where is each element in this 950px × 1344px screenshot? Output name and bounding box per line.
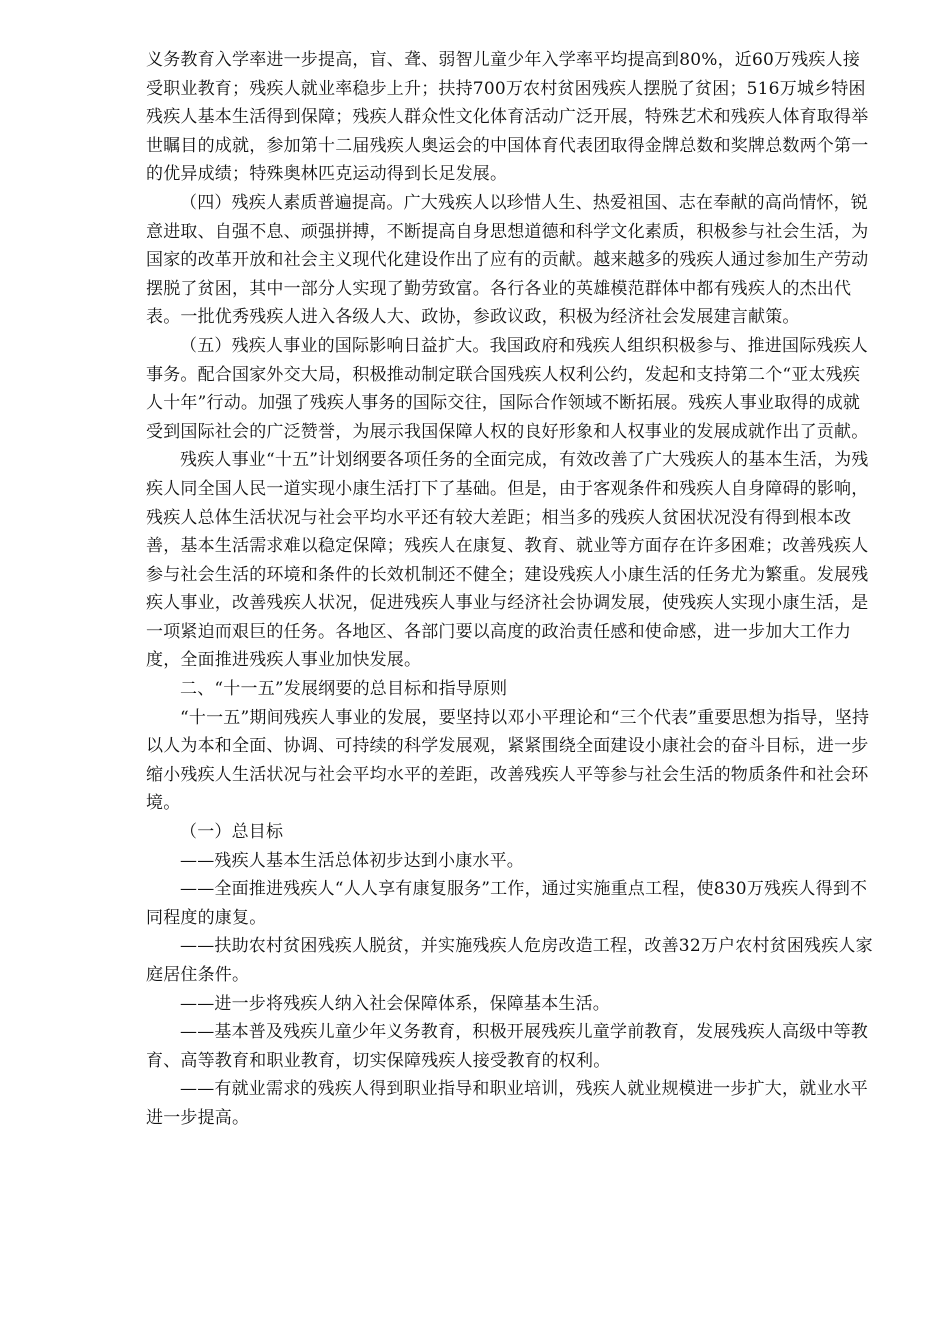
paragraph-summary: 残疾人事业“十五”计划纲要各项任务的全面完成，有效改善了广大残疾人的基本生活，为残疾人同全国人民一道实现小康生活打下了基础。但是，由于客观条件和残疾人自身障碍的影响，残疾人总体生活状况与社会平均水平还有较大差距；相当多的残疾人贫困状况没有得到根本改善，基本生活需求难以稳定保障；残疾人在康复、教育、就业等方面存在许多困难；改善残疾人参与社会生活的环境和条件的长效机制还不健全；建设残疾人小康生活的任务尤为繁重。发展残疾人事业，改善残疾人状况，促进残疾人事业与经济社会协调发展，使残疾人实现小康生活，是一项紧迫而艰巨的任务。各地区、各部门要以高度的政治责任感和使命感，进一步加大工作力度，全面推进残疾人事业加快发展。 — [146, 450, 869, 671]
goal-item: ——扶助农村贫困残疾人脱贫，并实施残疾人危房改造工程，改善32万户农村贫困残疾人家庭居住条件。 — [146, 936, 873, 985]
goal-item: ——进一步将残疾人纳入社会保障体系，保障基本生活。 — [180, 993, 610, 1014]
goal-item: ——有就业需求的残疾人得到职业指导和职业培训，残疾人就业规模进一步扩大，就业水平进一步提高。 — [146, 1079, 868, 1128]
paragraph-continuation: 义务教育入学率进一步提高，盲、聋、弱智儿童少年入学率平均提高到80%，近60万残疾人接受职业教育；残疾人就业率稳步上升；扶持700万农村贫困残疾人摆脱了贫困；516万城乡特困残疾人基本生活得到保障；残疾人群众性文化体育活动广泛开展，特殊艺术和残疾人体育取得举世瞩目的成就，参加第十二届残疾人奥运会的中国体育代表团取得金牌总数和奖牌总数两个第一的优异成绩；特殊奥林匹克运动得到长足发展。 — [146, 50, 869, 185]
paragraph-section-five: （五）残疾人事业的国际影响日益扩大。我国政府和残疾人组织积极参与、推进国际残疾人事务。配合国家外交大局，积极推动制定联合国残疾人权利公约，发起和支持第二个“亚太残疾人十年”行动。加强了残疾人事务的国际交往，国际合作领域不断拓展。残疾人事业取得的成就受到国际社会的广泛赞誉，为展示我国保障人权的良好形象和人权事业的发展成就作出了贡献。 — [146, 335, 869, 442]
section-heading-goals: 二、“十一五”发展纲要的总目标和指导原则 — [180, 679, 508, 700]
goal-item: ——基本普及残疾儿童少年义务教育，积极开展残疾儿童学前教育，发展残疾人高级中等教育、高等教育和职业教育，切实保障残疾人接受教育的权利。 — [146, 1022, 868, 1071]
paragraph-guiding-principle: “十一五”期间残疾人事业的发展，要坚持以邓小平理论和“三个代表”重要思想为指导，坚持以人为本和全面、协调、可持续的科学发展观，紧紧围绕全面建设小康社会的奋斗目标，进一步缩小残疾人生活状况与社会平均水平的差距，改善残疾人平等参与社会生活的物质条件和社会环境。 — [146, 707, 870, 814]
document-body — [146, 46, 876, 1133]
subheading-overall-goal: （一）总目标 — [180, 822, 284, 843]
goal-item: ——残疾人基本生活总体初步达到小康水平。 — [180, 850, 524, 871]
paragraph-section-four: （四）残疾人素质普遍提高。广大残疾人以珍惜人生、热爱祖国、志在奉献的高尚情怀，锐意进取、自强不息、顽强拼搏，不断提高自身思想道德和科学文化素质，积极参与社会生活，为国家的改革开放和社会主义现代化建设作出了应有的贡献。越来越多的残疾人通过参加生产劳动摆脱了贫困，其中一部分人实现了勤劳致富。各行各业的英雄模范群体中都有残疾人的杰出代表。一批优秀残疾人进入各级人大、政协，参政议政，积极为经济社会发展建言献策。 — [146, 192, 869, 328]
goal-item: ——全面推进残疾人“人人享有康复服务”工作，通过实施重点工程，使830万残疾人得到不同程度的康复。 — [146, 879, 868, 928]
